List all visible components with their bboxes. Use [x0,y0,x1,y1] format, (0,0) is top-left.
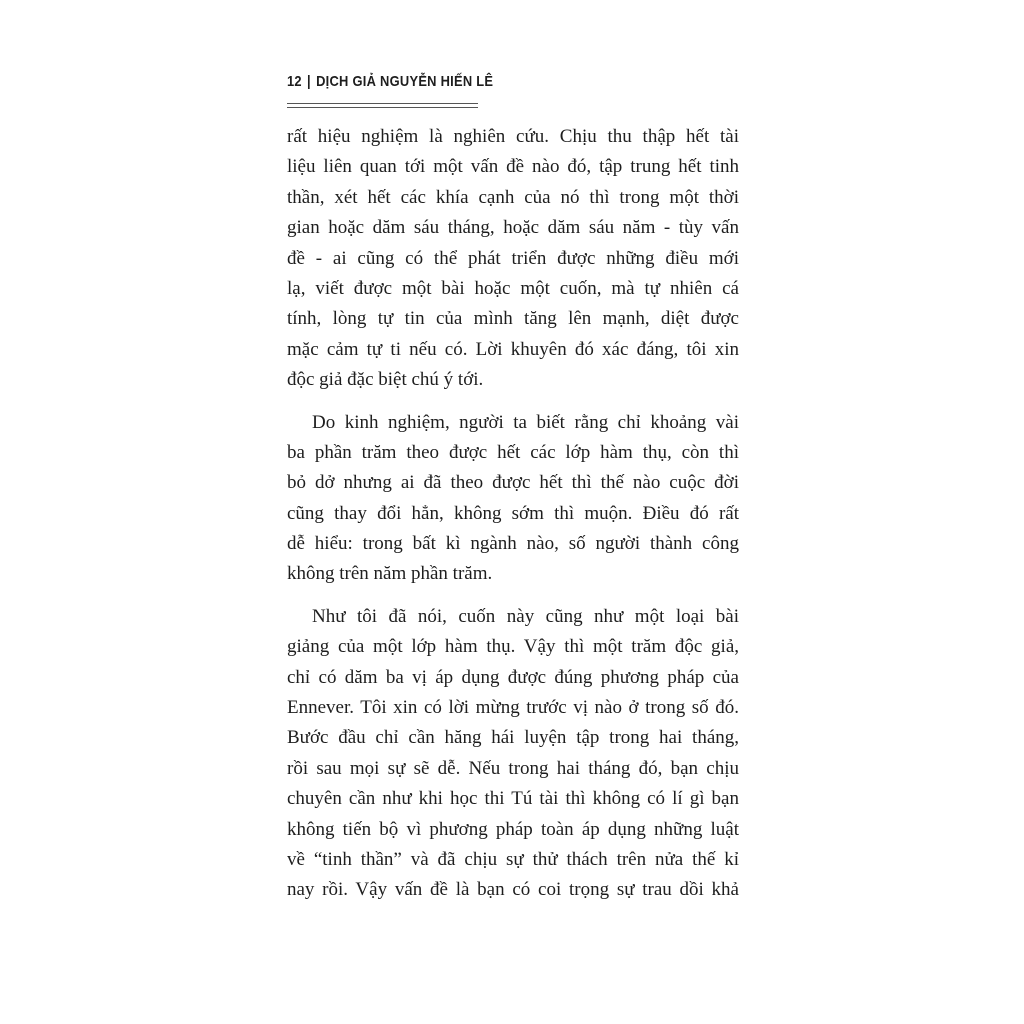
paragraph-2 [287,408,739,590]
text-line: Bước đầu chỉ cần hăng hái luyện tập trong hai tháng, [287,727,739,749]
text-line: tính, lòng tự tin của mình tăng lên mạnh, diệt được [287,308,739,330]
text-line: ba phần trăm theo được hết các lớp hàm thụ, còn thì [287,441,739,463]
text-line: độc giả đặc biệt chú ý tới. [287,369,484,391]
text-line: về “tinh thần” và đã chịu sự thử thách trên nửa thế kỉ [287,848,739,870]
text-line: đề - ai cũng có thể phát triển được những điều mới [287,247,739,269]
header-rule-top [287,103,478,104]
text-line: liệu liên quan tới một vấn đề nào đó, tập trung hết tinh [287,156,739,178]
text-line: Do kinh nghiệm, người ta biết rằng chỉ khoảng vài [312,411,739,433]
text-line: rồi sau mọi sự sẽ dễ. Nếu trong hai tháng đó, bạn chịu [287,757,739,779]
text-line: Ennever. Tôi xin có lời mừng trước vị nào ở trong số đó. [287,697,739,719]
text-line: không trên năm phần trăm. [287,563,493,585]
running-header [287,73,493,90]
text-line: nay rồi. Vậy vấn đề là bạn có coi trọng sự trau dồi khả [287,879,739,901]
paragraph-3 [287,602,739,906]
text-line: cũng thay đổi hẳn, không sớm thì muộn. Điều đó rất [287,502,739,524]
header-separator: | [307,73,311,90]
text-line: chuyên cần như khi học thi Tú tài thì không có lí gì bạn [287,788,739,810]
text-line: dễ hiểu: trong bất kì ngành nào, số người thành công [287,533,739,555]
text-line: lạ, viết được một bài hoặc một cuốn, mà tự nhiên cá [287,277,739,299]
text-line: không tiến bộ vì phương pháp toàn áp dụng những luật [287,818,739,840]
text-line: thần, xét hết các khía cạnh của nó thì trong một thời [287,186,739,208]
text-line: bỏ dở nhưng ai đã theo được hết thì thế nào cuộc đời [287,472,739,494]
text-line: mặc cảm tự ti nếu có. Lời khuyên đó xác đáng, tôi xin [287,338,739,360]
paragraph-1 [287,122,739,396]
header-rule-bottom [287,107,478,108]
page-number: 12 [287,73,302,90]
text-line: rất hiệu nghiệm là nghiên cứu. Chịu thu thập hết tài [287,126,739,147]
text-line: chỉ có dăm ba vị áp dụng được đúng phương pháp của [287,666,739,688]
text-line: gian hoặc dăm sáu tháng, hoặc dăm sáu năm - tùy vấn [287,217,739,239]
running-title: DỊCH GIẢ NGUYỄN HIẾN LÊ [316,73,494,90]
text-line: giảng của một lớp hàm thụ. Vậy thì một trăm độc giả, [287,636,739,658]
text-line: Như tôi đã nói, cuốn này cũng như một loại bài [312,605,739,627]
body-text [287,122,739,906]
